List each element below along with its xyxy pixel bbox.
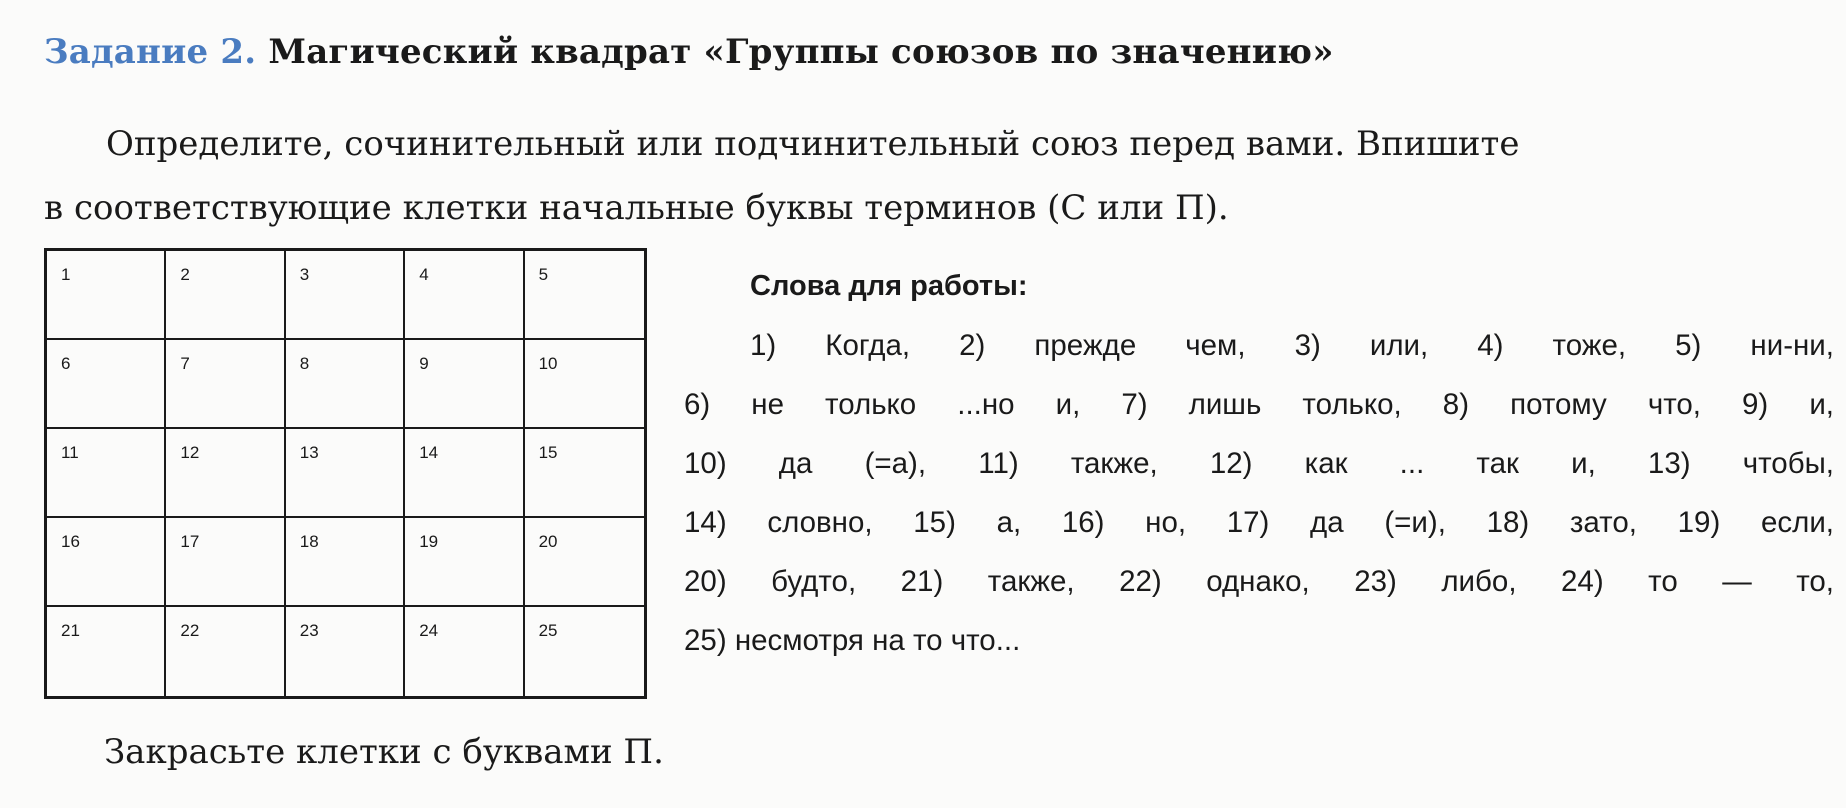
cell-number: 8 bbox=[299, 354, 310, 373]
words-line: 6) не только ...но и, 7) лишь только, 8) потому что, 9) и, bbox=[684, 388, 1834, 421]
grid-cell[interactable] bbox=[166, 518, 285, 607]
cell-number: 14 bbox=[419, 443, 439, 462]
grid-cell[interactable] bbox=[525, 340, 644, 429]
grid-cell[interactable] bbox=[525, 429, 644, 518]
words-line: 25) несмотря на то что... bbox=[684, 624, 1021, 657]
grid-cell[interactable] bbox=[525, 251, 644, 340]
cell-number: 10 bbox=[538, 354, 558, 373]
grid-cell[interactable] bbox=[405, 251, 524, 340]
words-line: 14) словно, 15) а, 16) но, 17) да (=и), 18) зато, 19) если, bbox=[684, 506, 1834, 539]
grid-cell[interactable] bbox=[166, 607, 285, 696]
cell-number: 17 bbox=[180, 532, 200, 551]
cell-number: 24 bbox=[419, 621, 439, 640]
grid-cell[interactable] bbox=[405, 607, 524, 696]
grid-cell[interactable] bbox=[166, 429, 285, 518]
grid-cell[interactable] bbox=[47, 518, 166, 607]
cell-number: 2 bbox=[180, 265, 190, 284]
task-label: Задание 2. bbox=[44, 32, 257, 72]
grid-cell[interactable] bbox=[525, 607, 644, 696]
words-line: 1) Когда, 2) прежде чем, 3) или, 4) тоже, 5) ни-ни, bbox=[750, 329, 1834, 362]
cell-number: 5 bbox=[538, 265, 549, 284]
cell-number: 12 bbox=[180, 443, 200, 462]
cell-number: 7 bbox=[180, 354, 190, 373]
words-line: 10) да (=а), 11) также, 12) как ... так и, 13) чтобы, bbox=[684, 447, 1834, 480]
cell-number: 25 bbox=[538, 621, 558, 640]
instruction-line: в соответствующие клетки начальные буквы терминов (С или П). bbox=[44, 188, 1229, 228]
magic-square-grid bbox=[44, 248, 647, 699]
grid-cell[interactable] bbox=[286, 429, 405, 518]
grid-cell[interactable] bbox=[405, 340, 524, 429]
grid-cell[interactable] bbox=[405, 429, 524, 518]
cell-number: 18 bbox=[299, 532, 319, 551]
cell-number: 3 bbox=[299, 265, 310, 284]
grid-cell[interactable] bbox=[405, 518, 524, 607]
words-list bbox=[684, 316, 1834, 670]
words-line: 20) будто, 21) также, 22) однако, 23) либо, 24) то — то, bbox=[684, 565, 1834, 598]
cell-number: 21 bbox=[61, 621, 80, 640]
cell-number: 9 bbox=[419, 354, 429, 373]
task-title-text: Магический квадрат «Группы союзов по значению» bbox=[268, 32, 1334, 72]
grid-cell[interactable] bbox=[47, 340, 166, 429]
instruction-line: Определите, сочинительный или подчинительный союз перед вами. Впишите bbox=[106, 124, 1520, 164]
cell-number: 11 bbox=[61, 443, 79, 462]
cell-number: 6 bbox=[61, 354, 71, 373]
grid-cell[interactable] bbox=[47, 251, 166, 340]
grid-cell[interactable] bbox=[286, 518, 405, 607]
cell-number: 20 bbox=[538, 532, 558, 551]
cell-number: 15 bbox=[538, 443, 558, 462]
grid-cell[interactable] bbox=[286, 251, 405, 340]
cell-number: 19 bbox=[419, 532, 439, 551]
cell-number: 4 bbox=[419, 265, 429, 284]
grid-cell[interactable] bbox=[47, 607, 166, 696]
words-heading: Слова для работы: bbox=[750, 270, 1028, 302]
grid-cell[interactable] bbox=[47, 429, 166, 518]
cell-number: 23 bbox=[299, 621, 319, 640]
footer-instruction: Закрасьте клетки с буквами П. bbox=[104, 732, 664, 772]
cell-number: 22 bbox=[180, 621, 200, 640]
grid-cell[interactable] bbox=[166, 251, 285, 340]
grid-cell[interactable] bbox=[286, 607, 405, 696]
cell-number: 16 bbox=[61, 532, 80, 551]
grid-cell[interactable] bbox=[286, 340, 405, 429]
grid-cell[interactable] bbox=[166, 340, 285, 429]
grid-cell[interactable] bbox=[525, 518, 644, 607]
task-title bbox=[44, 22, 1334, 82]
cell-number: 13 bbox=[299, 443, 319, 462]
cell-number: 1 bbox=[61, 265, 71, 284]
instruction-paragraph bbox=[44, 112, 1844, 240]
